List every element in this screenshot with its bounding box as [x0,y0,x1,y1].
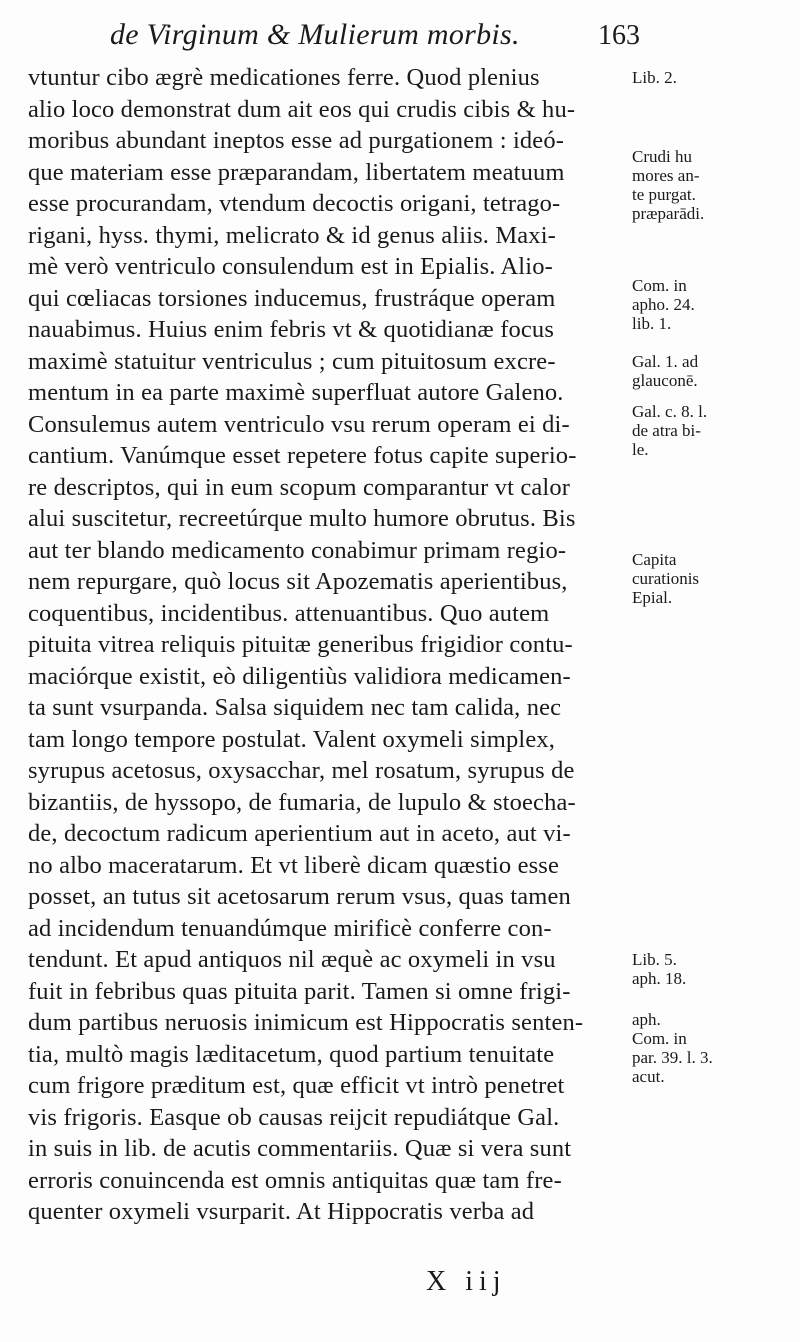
text-line: mè verò ventriculo consulendum est in Epialis. Alio- [28,253,553,280]
margin-note-line: glauconē. [632,370,698,390]
text-line: coquentibus, incidentibus. attenuantibus. Quo autem [28,599,550,627]
margin-note [632,68,752,87]
text-line: Consulemus autem ventriculo vsu rerum operam ei di- [28,410,570,438]
margin-note-line: Gal. 1. ad [632,351,699,371]
margin-note [632,1010,752,1086]
margin-note [632,402,752,459]
text-line: re descriptos, qui in eum scopum comparantur vt calor [28,473,571,501]
text-line: ta sunt vsurpanda. Salsa siquidem nec tam calida, nec [28,694,562,721]
margin-note-line: Crudi hu [632,146,692,166]
text-line: vtuntur cibo ægrè medicationes ferre. Quod plenius [28,64,540,91]
margin-note-line: aph. [632,1009,661,1029]
margin-note-line: par. 39. l. 3. [632,1047,713,1067]
margin-note [632,276,752,333]
margin-note-line: acut. [632,1066,665,1086]
text-line: mentum in ea parte maximè superfluat autore Galeno. [28,379,564,406]
text-line: tam longo tempore postulat. Valent oxymeli simplex, [28,725,556,753]
text-line: tendunt. Et apud antiquos nil æquè ac oxymeli in vsu [28,946,556,973]
margin-note [632,352,752,390]
page-number: 163 [598,20,640,51]
text-line: nem repurgare, quò locus sit Apozematis aperientibus, [28,568,568,595]
margin-note-line: Epial. [632,587,673,607]
text-line: nauabimus. Huius enim febris vt & quotidianæ focus [28,316,555,343]
margin-note-line: aph. 18. [632,969,687,988]
margin-note-line: mores an- [632,165,700,185]
text-line: cum frigore præditum est, quæ efficit vt intrò penetret [28,1072,565,1099]
margin-note-line: te purgat. [632,184,696,204]
text-line: esse procurandam, vtendum decoctis origani, tetrago- [28,190,561,217]
margin-note-line: præparādi. [632,203,705,223]
text-line: que materiam esse præparandam, libertatem meatuum [28,158,565,186]
text-line: tia, multò magis læditacetum, quod partium tenuitate [28,1040,555,1068]
text-line: de, decoctum radicum aperientium aut in aceto, aut vi- [28,820,571,847]
text-line: posset, an tutus sit acetosarum rerum vsus, quas tamen [28,883,571,910]
margin-note-line: Com. in [632,275,687,295]
text-line: fuit in febribus quas pituita parit. Tamen si omne frigi- [28,977,571,1005]
text-line: in suis in lib. de acutis commentariis. Quæ si vera sunt [28,1135,572,1162]
margin-note-line: Lib. 5. [632,950,677,969]
text-line: quenter oxymeli vsurparit. At Hippocratis verba ad [28,1198,535,1225]
margin-note-line: le. [632,439,649,459]
text-line: aut ter blando medicamento conabimur primam regio- [28,536,567,564]
text-line: vis frigoris. Easque ob causas reijcit repudiátque Gal. [28,1103,560,1131]
margin-note [632,147,752,223]
margin-note-line: de atra bi- [632,420,701,440]
text-line: pituita vitrea reliquis pituitæ generibus frigidior contu- [28,631,573,658]
text-line: maximè statuitur ventriculus ; cum pituitosum excre- [28,347,556,375]
signature-mark: X iij [426,1266,507,1297]
text-line: rigani, hyss. thymi, melicrato & id genus aliis. Maxi- [28,221,556,249]
text-line: maciórque existit, eò diligentiùs validiora medicamen- [28,662,571,690]
text-line: erroris conuincenda est omnis antiquitas quæ tam fre- [28,1166,562,1194]
text-line: moribus abundant ineptos esse ad purgationem : ideó- [28,127,565,154]
text-line: no albo maceratarum. Et vt liberè dicam quæstio esse [28,851,559,879]
text-line: syrupus acetosus, oxysacchar, mel rosatum, syrupus de [28,757,575,784]
margin-note-line: curationis [632,568,700,588]
margin-note-line: Capita [632,549,677,569]
margin-note [632,950,752,988]
text-line: dum partibus neruosis inimicum est Hippocratis senten- [28,1009,584,1036]
margin-note-line: lib. 1. [632,313,672,333]
text-line: qui cœliacas torsiones inducemus, frustráque operam [28,284,556,312]
text-line: ad incidendum tenuandúmque mirificè conferre con- [28,914,552,942]
margin-note-line: Lib. 2. [632,68,677,87]
margin-note [632,550,752,607]
page-header [80,14,640,58]
margin-note-line: apho. 24. [632,294,695,314]
margin-note-line: Com. in [632,1028,687,1048]
main-text-block [28,62,634,1228]
page-footer [0,1256,800,1316]
text-line: bizantiis, de hyssopo, de fumaria, de lupulo & stoecha- [28,788,576,816]
text-line: alui suscitetur, recreetúrque multo humore obrutus. Bis [28,505,576,532]
margin-note-line: Gal. c. 8. l. [632,401,708,421]
text-line: alio loco demonstrat dum ait eos qui crudis cibis & hu- [28,95,576,123]
running-title: de Virginum & Mulierum morbis. [110,18,520,51]
text-line: cantium. Vanúmque esset repetere fotus capite superio- [28,442,577,469]
